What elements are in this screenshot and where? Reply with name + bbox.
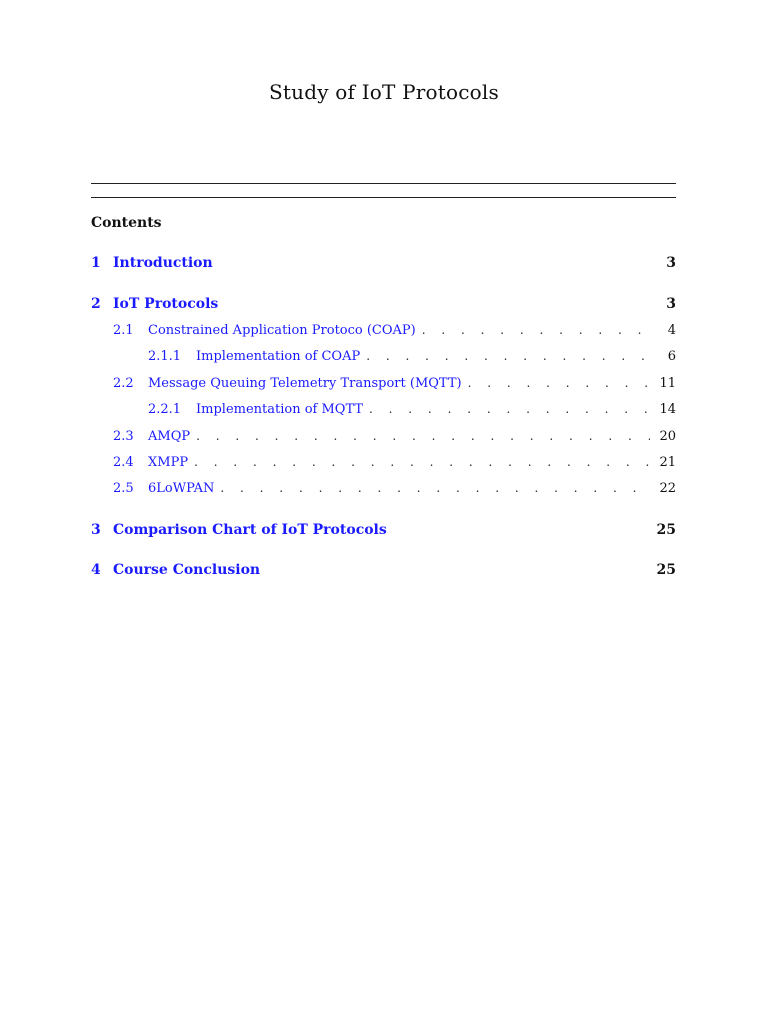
toc-number: 1 — [91, 255, 101, 271]
toc-entry-coap[interactable] — [113, 323, 676, 343]
toc-leader-dots — [220, 481, 650, 495]
toc-title[interactable]: Course Conclusion — [113, 562, 261, 578]
toc-number: 2.2 — [113, 376, 134, 391]
toc-page: 6 — [667, 349, 676, 364]
toc-entry-coap-implementation[interactable] — [148, 349, 676, 369]
toc-leader-dots — [369, 402, 650, 416]
toc-page: 14 — [659, 402, 676, 417]
toc-title[interactable]: XMPP — [148, 455, 189, 470]
toc-page: 3 — [666, 296, 676, 312]
toc-entry-course-conclusion[interactable] — [91, 562, 676, 582]
toc-leader-dots — [468, 376, 650, 390]
toc-leader-dots — [422, 323, 650, 337]
toc-title[interactable]: Message Queuing Telemetry Transport (MQTT) — [148, 376, 462, 391]
toc-number: 4 — [91, 562, 101, 578]
document-title: Study of IoT Protocols — [269, 80, 499, 104]
contents-heading: Contents — [91, 215, 162, 231]
toc-entry-xmpp[interactable] — [113, 455, 676, 475]
toc-entry-6lowpan[interactable] — [113, 481, 676, 501]
toc-title[interactable]: Implementation of MQTT — [196, 402, 364, 417]
toc-number: 2.2.1 — [148, 402, 182, 417]
toc-title[interactable]: AMQP — [148, 429, 191, 444]
toc-number: 2.5 — [113, 481, 134, 496]
toc-page: 3 — [666, 255, 676, 271]
toc-entry-mqtt-implementation[interactable] — [148, 402, 676, 422]
toc-page: 25 — [656, 522, 676, 538]
toc-entry-mqtt[interactable] — [113, 376, 676, 396]
toc-number: 3 — [91, 522, 101, 538]
toc-number: 2.4 — [113, 455, 134, 470]
toc-leader-dots — [366, 349, 650, 363]
toc-title[interactable]: Implementation of COAP — [196, 349, 361, 364]
toc-leader-dots — [196, 429, 650, 443]
toc-number: 2.1 — [113, 323, 134, 338]
toc-entry-comparison-chart[interactable] — [91, 522, 676, 542]
toc-number: 2.1.1 — [148, 349, 182, 364]
toc-entry-amqp[interactable] — [113, 429, 676, 449]
toc-page: 11 — [659, 376, 676, 391]
toc-page: 4 — [667, 323, 676, 338]
toc-page: 25 — [656, 562, 676, 578]
toc-title[interactable]: Comparison Chart of IoT Protocols — [113, 522, 387, 538]
toc-title[interactable]: Constrained Application Protoco (COAP) — [148, 323, 416, 338]
toc-title[interactable]: IoT Protocols — [113, 296, 219, 312]
toc-leader-dots — [194, 455, 650, 469]
toc-title[interactable]: Introduction — [113, 255, 213, 271]
toc-title[interactable]: 6LoWPAN — [148, 481, 215, 496]
toc-entry-iot-protocols[interactable] — [91, 296, 676, 316]
toc-number: 2 — [91, 296, 101, 312]
toc-entry-introduction[interactable] — [91, 255, 676, 275]
toc-page: 21 — [659, 455, 676, 470]
toc-page: 20 — [659, 429, 676, 444]
toc-page: 22 — [659, 481, 676, 496]
toc-number: 2.3 — [113, 429, 134, 444]
